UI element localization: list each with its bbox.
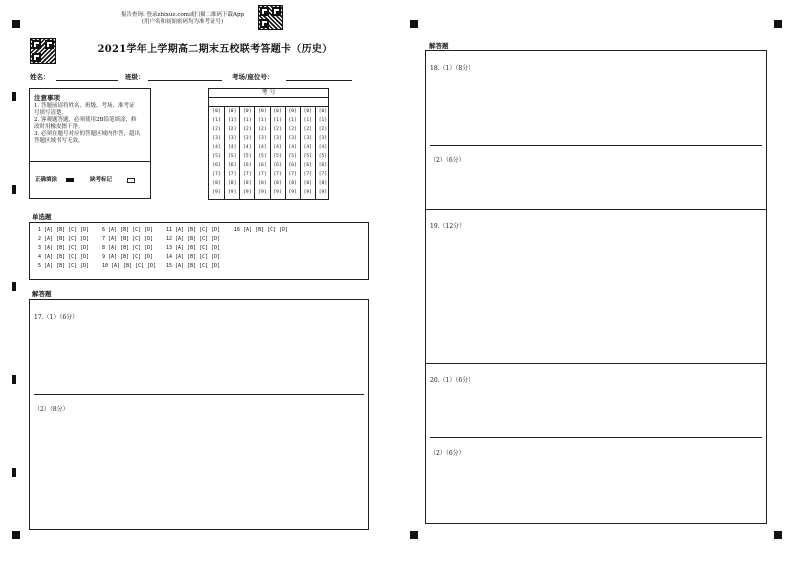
exam-digit-bubble[interactable]: [9]	[228, 190, 237, 195]
registration-mark	[774, 531, 782, 539]
registration-mark	[12, 531, 20, 539]
exam-digit-bubble[interactable]: [8]	[212, 181, 221, 186]
exam-digit-bubble[interactable]: [7]	[228, 172, 237, 177]
timing-mark	[12, 375, 16, 384]
exam-digit-bubble[interactable]: [6]	[288, 163, 297, 168]
name-field[interactable]	[56, 80, 118, 81]
mc-section-title: 单选题	[32, 213, 52, 221]
answer-box-left	[29, 299, 369, 530]
mc-question[interactable]: 8 [A] [B] [C] [D]	[102, 245, 154, 251]
exam-digit-bubble[interactable]: [9]	[288, 190, 297, 195]
exam-digit-bubble[interactable]: [1]	[228, 118, 237, 123]
exam-digit-bubble[interactable]: [6]	[228, 163, 237, 168]
mc-group-2	[102, 226, 156, 271]
mc-question[interactable]: 7 [A] [B] [C] [D]	[102, 236, 154, 242]
exam-digit-bubble[interactable]: [1]	[258, 118, 267, 123]
exam-digit-bubble[interactable]: [2]	[303, 127, 312, 132]
exam-digit-bubble[interactable]: [9]	[303, 190, 312, 195]
exam-digit-bubble[interactable]: [1]	[318, 118, 328, 123]
q20-divider	[430, 437, 762, 438]
exam-digit-bubble[interactable]: [3]	[303, 136, 312, 141]
mc-question[interactable]: 15 [A] [B] [C] [D]	[166, 263, 221, 269]
answer-box-right	[425, 50, 767, 524]
exam-digit-bubble[interactable]: [5]	[243, 154, 252, 159]
exam-digit-bubble[interactable]: [0]	[228, 109, 237, 114]
exam-digit-bubble[interactable]: [8]	[228, 181, 237, 186]
exam-digit-column	[285, 107, 300, 199]
q17-part2-label: （2）（8分）	[34, 406, 69, 413]
exam-digit-column	[209, 107, 224, 199]
mc-question[interactable]: 16 [A] [B] [C] [D]	[234, 227, 289, 233]
q18-part2-area[interactable]	[426, 147, 766, 209]
mc-answer-box	[29, 222, 369, 280]
exam-digit-bubble[interactable]: [0]	[288, 109, 297, 114]
exam-digit-bubble[interactable]: [9]	[273, 190, 282, 195]
exam-digit-bubble[interactable]: [7]	[258, 172, 267, 177]
mc-question[interactable]: 1 [A] [B] [C] [D]	[38, 227, 90, 233]
exam-digit-bubble[interactable]: [9]	[318, 190, 328, 195]
exam-digit-bubble[interactable]: [9]	[212, 190, 221, 195]
notice-line1: 报告查询: 登录zhixue.com或扫描二维码下载App	[120, 12, 245, 18]
q18-part1-label: 18.（1）（8分）	[430, 65, 475, 72]
mc-question[interactable]: 10 [A] [B] [C] [D]	[102, 263, 157, 269]
exam-digit-column	[224, 107, 239, 199]
exam-number-title: 考 号	[209, 89, 328, 98]
mc-question[interactable]: 6 [A] [B] [C] [D]	[102, 227, 154, 233]
exam-digit-bubble[interactable]: [2]	[212, 127, 221, 132]
exam-digit-bubble[interactable]: [1]	[212, 118, 221, 123]
exam-digit-bubble[interactable]: [6]	[273, 163, 282, 168]
exam-digit-column	[239, 107, 254, 199]
registration-mark	[410, 20, 418, 28]
mc-question[interactable]: 14 [A] [B] [C] [D]	[166, 254, 221, 260]
note-line: 答题区域书写无效。	[34, 138, 84, 144]
exam-digit-bubble[interactable]: [5]	[273, 154, 282, 159]
exam-digit-bubble[interactable]: [8]	[258, 181, 267, 186]
exam-digit-bubble[interactable]: [8]	[303, 181, 312, 186]
exam-digit-bubble[interactable]: [8]	[318, 181, 328, 186]
q17-part2-area[interactable]	[30, 396, 368, 529]
mc-question[interactable]: 9 [A] [B] [C] [D]	[102, 254, 154, 260]
exam-digit-bubble[interactable]: [2]	[318, 127, 328, 132]
exam-digit-bubble[interactable]: [3]	[243, 136, 252, 141]
exam-digit-bubble[interactable]: [6]	[243, 163, 252, 168]
exam-digit-bubble[interactable]: [8]	[273, 181, 282, 186]
mc-group-3	[166, 226, 220, 271]
exam-digit-bubble[interactable]: [1]	[303, 118, 312, 123]
mc-group-4	[234, 226, 288, 235]
exam-digit-bubble[interactable]: [2]	[228, 127, 237, 132]
exam-digit-bubble[interactable]: [2]	[288, 127, 297, 132]
answer-section-title-right: 解答题	[429, 42, 449, 50]
answer-section-title-left: 解答题	[32, 290, 52, 298]
note-line: 改时用橡皮擦干净。	[34, 124, 84, 130]
notice-line2: (用户名和初始密码均为准考证号)	[141, 19, 224, 25]
correct-fill-label: 正确填涂	[35, 177, 58, 183]
timing-mark	[12, 282, 16, 291]
mc-question[interactable]: 4 [A] [B] [C] [D]	[38, 254, 90, 260]
exam-digit-bubble[interactable]: [7]	[288, 172, 297, 177]
exam-digit-bubble[interactable]: [4]	[212, 145, 221, 150]
class-label: 班级：	[125, 73, 145, 81]
timing-mark	[12, 92, 16, 101]
exam-digit-bubble[interactable]: [0]	[243, 109, 252, 114]
q18-part2-label: （2）（6分）	[430, 157, 465, 164]
exam-digit-bubble[interactable]: [5]	[318, 154, 328, 159]
name-label: 姓名：	[30, 73, 50, 81]
q17-part1-label: 17.（1）（6分）	[34, 314, 79, 321]
student-qr-code	[30, 38, 56, 64]
exam-digit-bubble[interactable]: [3]	[288, 136, 297, 141]
correct-fill-sample	[66, 178, 74, 182]
exam-digit-bubble[interactable]: [7]	[318, 172, 328, 177]
exam-digit-bubble[interactable]: [0]	[273, 109, 282, 114]
registration-mark	[12, 20, 20, 28]
exam-digit-bubble[interactable]: [7]	[303, 172, 312, 177]
exam-number-grid	[208, 88, 329, 200]
timing-mark	[12, 468, 16, 477]
exam-digit-bubble[interactable]: [5]	[288, 154, 297, 159]
exam-digit-bubble[interactable]: [1]	[288, 118, 297, 123]
exam-digit-bubble[interactable]: [3]	[258, 136, 267, 141]
class-field[interactable]	[148, 80, 222, 81]
exam-digit-bubble[interactable]: [2]	[243, 127, 252, 132]
exam-digit-bubble[interactable]: [4]	[288, 145, 297, 150]
exam-digit-bubble[interactable]: [8]	[288, 181, 297, 186]
exam-digit-bubble[interactable]: [6]	[212, 163, 221, 168]
exam-number-writein-row	[209, 98, 328, 107]
exam-digit-bubble[interactable]: [6]	[318, 163, 328, 168]
notes-list	[34, 103, 149, 145]
exam-digit-bubble[interactable]: [6]	[303, 163, 312, 168]
note-line: 3. 必须在题号对应的答题区域内作答，超出	[34, 131, 140, 137]
exam-digit-bubble[interactable]: [7]	[273, 172, 282, 177]
q19-label: 19.（12分）	[430, 223, 466, 230]
exam-digit-bubble[interactable]: [5]	[228, 154, 237, 159]
note-line: 1. 答题前请将姓名、班级、考场、准考证	[34, 103, 135, 109]
q19-area[interactable]	[426, 210, 766, 363]
exam-digit-column	[300, 107, 315, 199]
exam-digit-bubble[interactable]: [0]	[212, 109, 221, 114]
exam-digit-bubble[interactable]: [2]	[273, 127, 282, 132]
exam-digit-bubble[interactable]: [4]	[303, 145, 312, 150]
q18-divider	[430, 145, 762, 146]
exam-digit-column	[315, 107, 330, 199]
missing-mark-box[interactable]	[127, 178, 135, 183]
exam-digit-bubble[interactable]: [3]	[212, 136, 221, 141]
seat-field[interactable]	[286, 80, 352, 81]
mc-question[interactable]: 12 [A] [B] [C] [D]	[166, 236, 221, 242]
exam-digit-column	[270, 107, 285, 199]
q17-divider	[34, 394, 364, 395]
mc-question[interactable]: 3 [A] [B] [C] [D]	[38, 245, 90, 251]
notes-title: 注意事项	[34, 94, 60, 102]
exam-number-columns	[209, 107, 328, 199]
q20-part1-label: 20.（1）（6分）	[430, 377, 475, 384]
q18-part1-area[interactable]	[426, 51, 766, 145]
mc-question[interactable]: 5 [A] [B] [C] [D]	[38, 263, 90, 269]
exam-digit-bubble[interactable]: [7]	[243, 172, 252, 177]
exam-digit-bubble[interactable]: [4]	[273, 145, 282, 150]
exam-digit-bubble[interactable]: [3]	[318, 136, 328, 141]
exam-digit-bubble[interactable]: [3]	[273, 136, 282, 141]
notes-divider	[30, 161, 150, 162]
top-qr-code	[258, 5, 283, 30]
exam-digit-bubble[interactable]: [0]	[303, 109, 312, 114]
exam-digit-bubble[interactable]: [6]	[258, 163, 267, 168]
mc-question[interactable]: 11 [A] [B] [C] [D]	[166, 227, 221, 233]
q20-part2-label: （2）（6分）	[430, 450, 465, 457]
exam-digit-bubble[interactable]: [5]	[303, 154, 312, 159]
exam-digit-bubble[interactable]: [9]	[243, 190, 252, 195]
missing-mark-label: 缺考标记	[90, 177, 113, 183]
notes-box	[29, 88, 151, 199]
seat-label: 考场/座位号：	[232, 73, 274, 81]
report-notice	[110, 12, 255, 26]
mc-group-1	[38, 226, 89, 271]
exam-digit-bubble[interactable]: [3]	[228, 136, 237, 141]
timing-mark	[12, 185, 16, 194]
exam-digit-bubble[interactable]: [7]	[212, 172, 221, 177]
note-line: 号填写清楚。	[34, 110, 68, 116]
exam-digit-bubble[interactable]: [8]	[243, 181, 252, 186]
exam-digit-bubble[interactable]: [4]	[228, 145, 237, 150]
q17-part1-area[interactable]	[30, 300, 368, 394]
exam-digit-bubble[interactable]: [1]	[243, 118, 252, 123]
q20-part1-area[interactable]	[426, 364, 766, 436]
exam-digit-bubble[interactable]: [4]	[318, 145, 328, 150]
exam-digit-bubble[interactable]: [4]	[243, 145, 252, 150]
exam-digit-bubble[interactable]: [9]	[258, 190, 267, 195]
exam-digit-bubble[interactable]: [2]	[258, 127, 267, 132]
registration-mark	[774, 20, 782, 28]
exam-digit-bubble[interactable]: [5]	[212, 154, 221, 159]
exam-digit-bubble[interactable]: [1]	[273, 118, 282, 123]
mc-question[interactable]: 2 [A] [B] [C] [D]	[38, 236, 90, 242]
page-title: 2021学年上学期高二期末五校联考答题卡（历史）	[97, 44, 333, 55]
note-line: 2. 客观题答题，必须使用2B铅笔填涂，修	[34, 117, 137, 123]
registration-mark	[410, 531, 418, 539]
exam-digit-bubble[interactable]: [5]	[258, 154, 267, 159]
exam-digit-bubble[interactable]: [4]	[258, 145, 267, 150]
exam-digit-bubble[interactable]: [0]	[258, 109, 267, 114]
mc-question[interactable]: 13 [A] [B] [C] [D]	[166, 245, 221, 251]
exam-digit-bubble[interactable]: [0]	[318, 109, 328, 114]
q20-part2-area[interactable]	[426, 439, 766, 523]
exam-digit-column	[254, 107, 269, 199]
